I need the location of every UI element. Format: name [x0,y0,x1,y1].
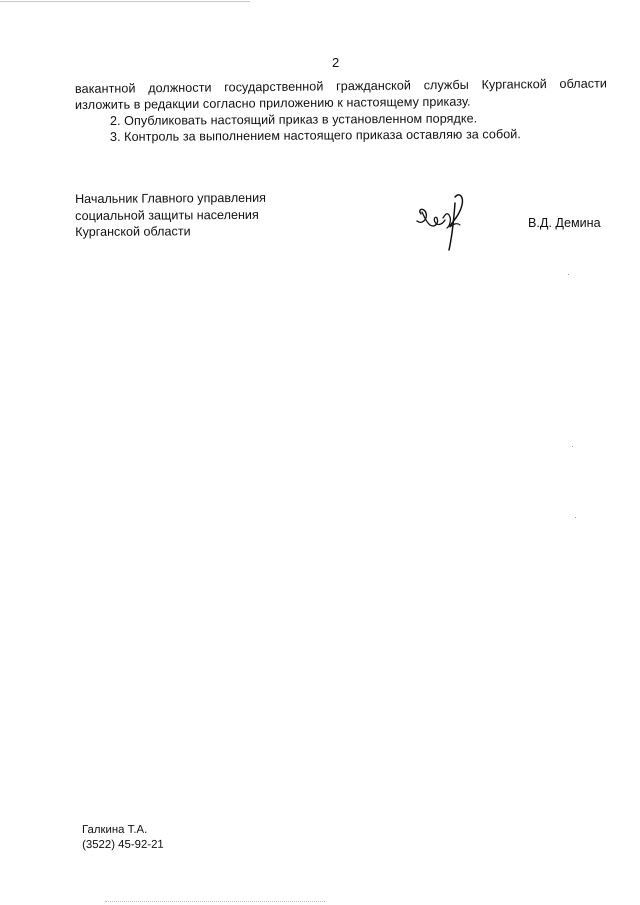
signatory-position [75,190,266,241]
signatory-position-line: социальной защиты населения [75,207,259,223]
scan-artifact-dot [572,446,573,447]
scan-edge-line [0,1,250,2]
executor-contact [82,823,164,853]
order-item-2: 2. Опубликовать настоящий приказ в установленном порядке. [109,111,478,128]
executor-name: Галкина Т.А. [82,823,148,836]
order-item-3: 3. Контроль за выполнением настоящего приказа оставляю за собой. [109,127,521,144]
signatory-name: В.Д. Демина [528,216,601,230]
signatory-position-line: Начальник Главного управления [75,190,267,206]
signatory-position-line: Курганской области [75,224,191,239]
scan-artifact-dot [568,274,569,275]
scan-footer-noise [105,901,325,902]
executor-phone: (3522) 45-92-21 [82,838,164,851]
body-text-line: изложить в редакции согласно приложению к настоящему приказу. [74,94,471,112]
scan-artifact-dot [575,517,576,518]
handwritten-signature [412,192,470,252]
body-text-line: вакантной должности государственной гражданской службы Курганской области [74,76,608,96]
page-number: 2 [332,55,340,70]
